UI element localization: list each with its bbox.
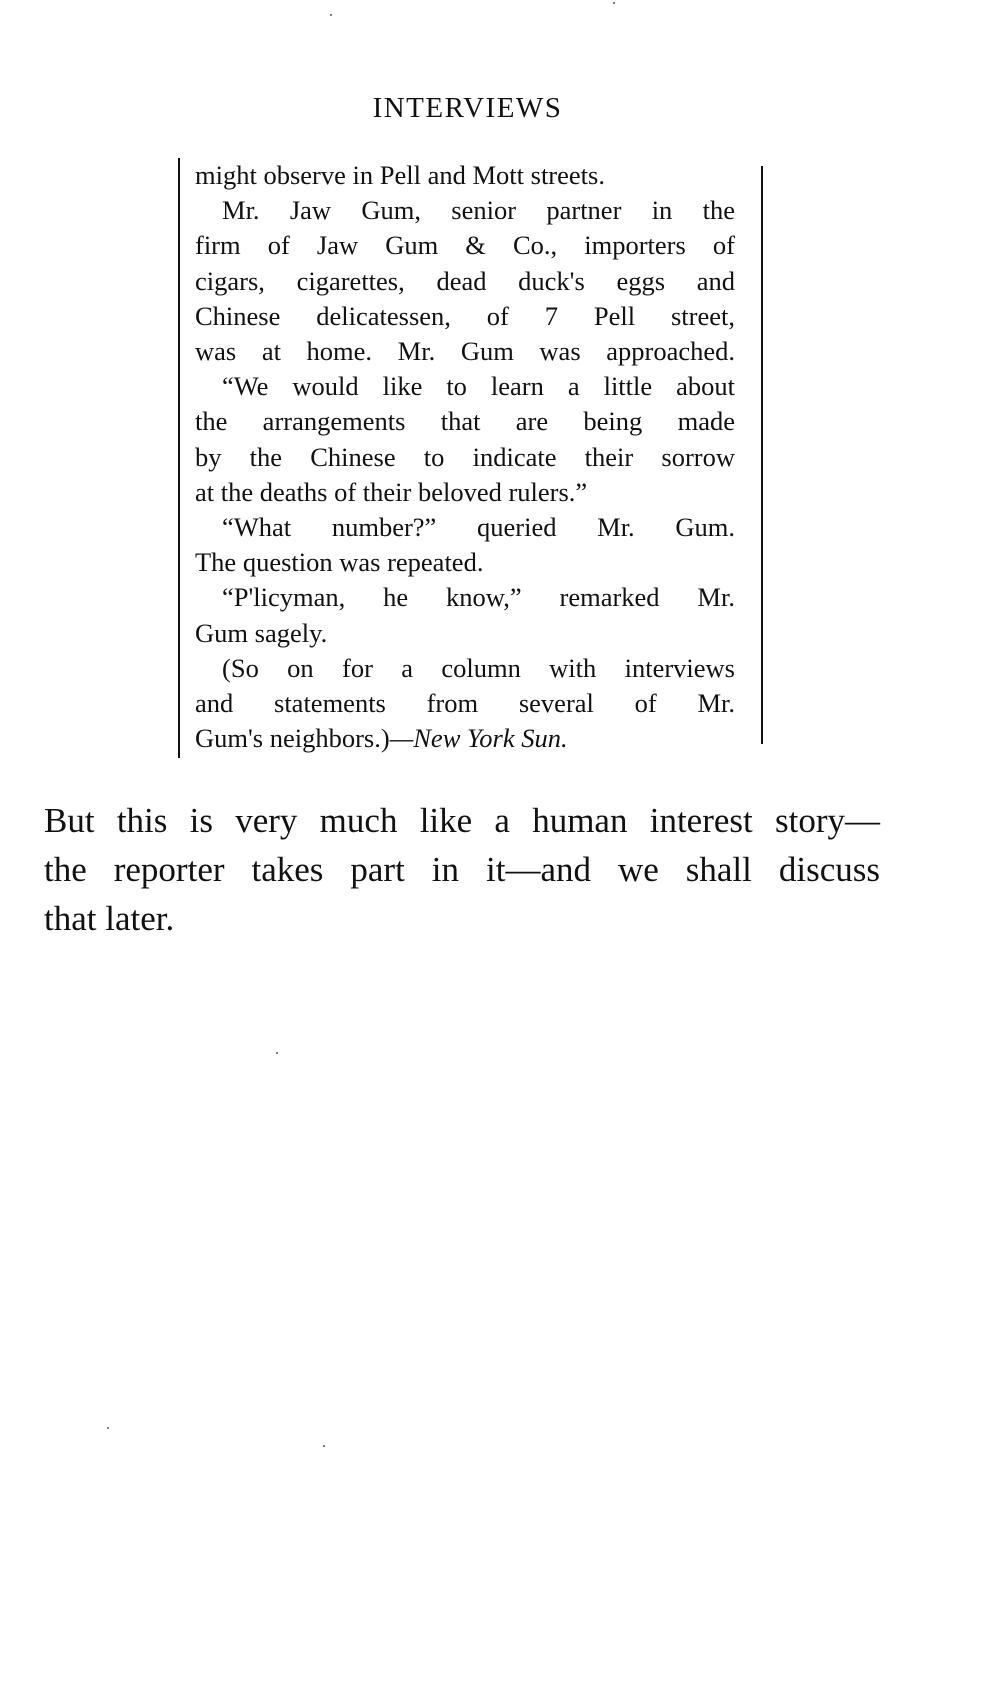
- body-paragraph: [44, 796, 880, 943]
- body-line: that later.: [44, 899, 175, 938]
- excerpt-line: was at home. Mr. Gum was approached.: [195, 336, 735, 367]
- excerpt-line: “We would like to learn a little about: [222, 371, 735, 402]
- scan-speck: [613, 2, 615, 4]
- excerpt-line: cigars, cigarettes, dead duck's eggs and: [195, 265, 735, 296]
- excerpt-line: “What number?” queried Mr. Gum.: [222, 512, 735, 543]
- scan-speck: [323, 1445, 325, 1447]
- excerpt-line: “P'licyman, he know,” remarked Mr.: [222, 582, 735, 613]
- body-line: the reporter takes part in it—and we shall discuss: [44, 850, 880, 889]
- body-line: But this is very much like a human interest story—: [44, 801, 880, 840]
- excerpt-line: firm of Jaw Gum & Co., importers of: [195, 230, 735, 261]
- scan-speck: [276, 1052, 278, 1054]
- excerpt-line: (So on for a column with interviews: [222, 652, 735, 683]
- box-right-rule: [761, 166, 763, 744]
- excerpt-line: the arrangements that are being made: [195, 406, 735, 437]
- scan-speck: [107, 1427, 109, 1429]
- running-head: INTERVIEWS: [372, 92, 563, 124]
- scan-speck: [330, 14, 332, 16]
- excerpt-line: The question was repeated.: [195, 547, 484, 578]
- excerpt-line: by the Chinese to indicate their sorrow: [195, 441, 735, 472]
- excerpt-line: Gum sagely.: [195, 617, 328, 648]
- excerpt-line: and statements from several of Mr.: [195, 688, 735, 719]
- excerpt-line: at the deaths of their beloved rulers.”: [195, 476, 588, 507]
- excerpt-line: might observe in Pell and Mott streets.: [195, 160, 605, 190]
- excerpt-source: —New York Sun.: [389, 723, 568, 754]
- excerpt-text: [195, 158, 735, 756]
- boxed-newspaper-excerpt: [178, 158, 753, 758]
- excerpt-line-text: Gum's neighbors.): [195, 723, 390, 754]
- excerpt-line: Mr. Jaw Gum, senior partner in the: [222, 195, 735, 226]
- excerpt-last-line: [195, 721, 735, 756]
- excerpt-line: Chinese delicatessen, of 7 Pell street,: [195, 300, 735, 331]
